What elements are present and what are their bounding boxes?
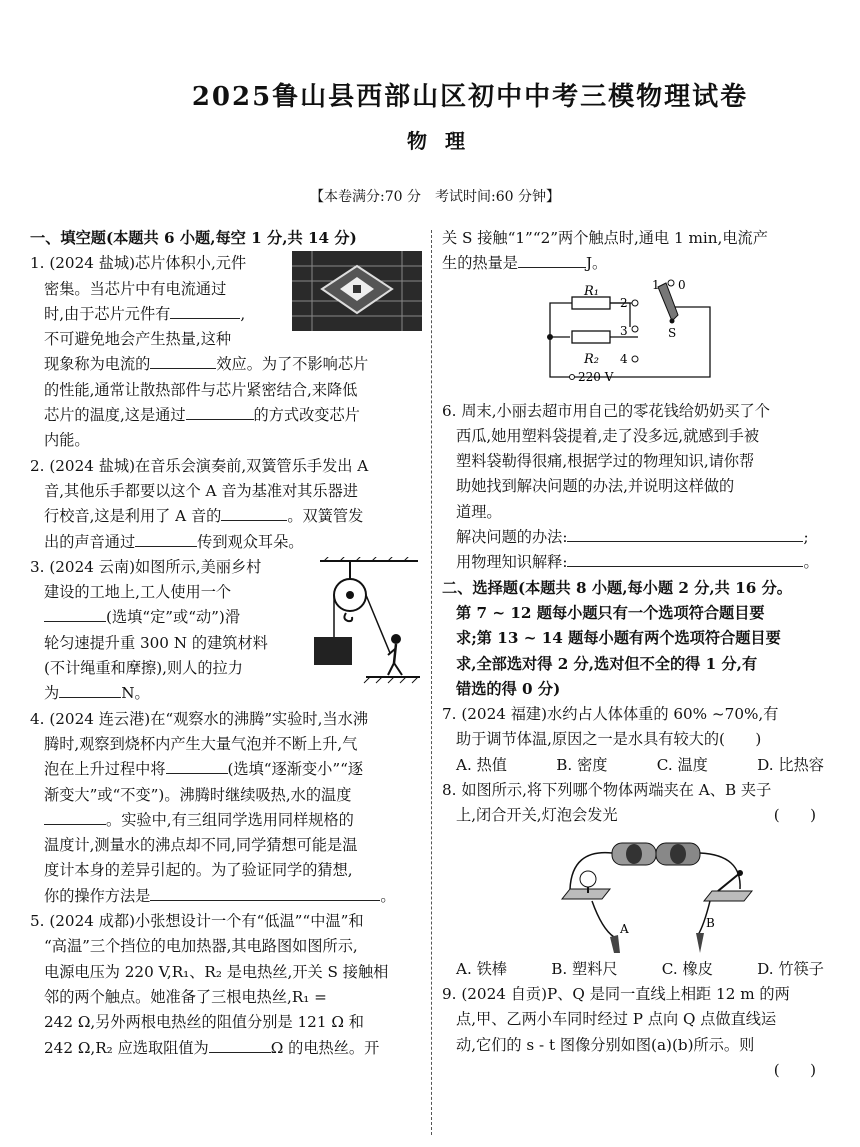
option-d[interactable]: D. 比热容 bbox=[757, 755, 824, 774]
svg-text:220 V: 220 V bbox=[578, 369, 614, 384]
circuit-photo bbox=[442, 829, 834, 957]
svg-text:S: S bbox=[668, 325, 677, 340]
right-column: 关 S 接触“1”“2”两个触点时,通电 1 min,电流产 生的热量是 J。 R₁ R₂ 1 0 2 3 4 S 220 V 6. 周末,小丽去超市用自己的零花钱给奶奶买了个 西瓜,她用塑料袋提着,走了没多远,就感到手被 塑料袋勒得很痛,根据学过的物理知识,请你帮 助她找到解决问题的办法,并说明这样做的 道理。 解决问题的办法: ; 用物理知识解释: 。 二、选择题(本题共 8 小题,每小题 2 分,共 16 分。 第 7 ~ 12 题每小题只有一个选项符合题目要 求;第 13 ~ 14 题每小题有两个选项符合题目要 求,全部选对得 2 分,选对但不全的得 1 分,有 错选的得 0 分) 7. (2024 福建)水约占人体体重的 60% ~70%,有 助于调节体温,原因之一是水具有较大的( ) A. 热值 B. 密度 C. 温度 D. 比热容 8. 如图所示,将下列哪个物体两端夹在 A、B 夹子 上,闭合开关,灯泡会发光 ( ) A B A. 铁棒 B. 塑料尺 C. 橡皮 D. 竹筷子 9. (2024 自贡)P、Q 是同一直线上相距 12 m 的两 点,甲、乙两小车同时经过 P 点向 Q 点做直线运 动,它们的 s - t 图像分别如图(a)(b)所示。则 ( ) bbox=[442, 226, 834, 1083]
q8-options bbox=[442, 957, 834, 982]
page-subtitle: 物理 bbox=[407, 129, 483, 153]
svg-text:3: 3 bbox=[620, 323, 628, 338]
question-9: 9. (2024 自贡)P、Q 是同一直线上相距 12 m 的两 点,甲、乙两小车同时经过 P 点向 Q 点做直线运 动,它们的 s - t 图像分别如图(a)(b)所示。则 ( ) bbox=[442, 984, 816, 1079]
column-divider bbox=[431, 230, 432, 1135]
answer-blank[interactable] bbox=[135, 531, 197, 547]
svg-text:A: A bbox=[620, 921, 629, 936]
q7-options bbox=[442, 753, 834, 778]
answer-blank[interactable] bbox=[170, 303, 240, 319]
answer-blank[interactable] bbox=[567, 551, 803, 567]
svg-text:R₂: R₂ bbox=[584, 351, 599, 367]
option-b[interactable]: B. 塑料尺 bbox=[551, 959, 618, 978]
answer-blank[interactable] bbox=[166, 758, 228, 774]
page-title: 2025鲁山县西部山区初中中考三模物理试卷 bbox=[191, 82, 749, 112]
svg-text:0: 0 bbox=[678, 277, 686, 292]
option-a[interactable]: A. 热值 bbox=[456, 755, 507, 774]
section-1-heading: 一、填空题(本题共 6 小题,每空 1 分,共 14 分) bbox=[30, 229, 357, 247]
answer-blank[interactable] bbox=[221, 505, 287, 521]
left-column bbox=[30, 226, 422, 1061]
pulley-image bbox=[310, 557, 422, 685]
question-5: 5. (2024 成都)小张想设计一个有“低温”“中温”和 “高温”三个挡位的电加热器,其电路图如图所示, 电源电压为 220 V,R₁、R₂ 是电热丝,开关 S 接触相 邻的两个触点。她准备了三根电热丝,R₁ = 242 Ω,另外两根电热丝的阻值分别是 121 Ω 和 242 Ω,R₂ 应选取阻值为 Ω 的电热丝。开 bbox=[30, 912, 389, 1057]
question-1: 1. (2024 盐城)芯片体积小,元件 密集。当芯片中有电流通过 时,由于芯片元件有 , 不可避免地会产生热量,这种 现象称为电流的 效应。为了不影响芯片 的性能,通常让散热部件与芯片紧密结合,来降低 芯片的温度,这是通过 的方式改变芯片 内能。 bbox=[30, 251, 422, 453]
answer-blank[interactable] bbox=[44, 606, 106, 622]
option-c[interactable]: C. 温度 bbox=[656, 755, 708, 774]
answer-blank[interactable] bbox=[44, 809, 106, 825]
answer-blank[interactable] bbox=[150, 885, 380, 901]
answer-blank[interactable] bbox=[59, 682, 121, 698]
circuit-diagram bbox=[442, 277, 834, 405]
svg-text:1: 1 bbox=[652, 277, 660, 292]
question-7: 7. (2024 福建)水约占人体体重的 60% ~70%,有 助于调节体温,原因之一是水具有较大的( ) A. 热值 B. 密度 C. 温度 D. 比热容 bbox=[442, 702, 834, 778]
answer-blank[interactable] bbox=[518, 252, 586, 268]
question-8: 8. 如图所示,将下列哪个物体两端夹在 A、B 夹子 上,闭合开关,灯泡会发光 ( ) A B A. 铁棒 B. 塑料尺 C. 橡皮 D. 竹筷子 bbox=[442, 778, 834, 982]
option-d[interactable]: D. 竹筷子 bbox=[757, 959, 824, 978]
option-b[interactable]: B. 密度 bbox=[556, 755, 608, 774]
question-3: 3. (2024 云南)如图所示,美丽乡村 建设的工地上,工人使用一个 (选填“定”或“动”)滑 轮匀速提升重 300 N 的建筑材料 (不计绳重和摩擦),则人的拉力 为 N。 bbox=[30, 555, 422, 707]
question-4: 4. (2024 连云港)在“观察水的沸腾”实验时,当水沸 腾时,观察到烧杯内产生大量气泡并不断上升,气 泡在上升过程中将 (选填“逐渐变小”“逐 渐变大”或“不变”)。沸腾时继续吸热,水的温度 。实验中,有三组同学选用同样规格的 温度计,测量水的沸点却不同,同学猜想可能是温 度计本身的差异引起的。为了验证同学的猜想, 你的操作方法是 。 bbox=[30, 709, 396, 905]
svg-text:R₁: R₁ bbox=[584, 283, 599, 299]
answer-blank[interactable] bbox=[567, 526, 803, 542]
chip-image bbox=[292, 251, 422, 331]
answer-blank[interactable] bbox=[209, 1037, 271, 1053]
option-a[interactable]: A. 铁棒 bbox=[456, 959, 507, 978]
svg-text:B: B bbox=[706, 915, 715, 930]
question-2: 2. (2024 盐城)在音乐会演奏前,双簧管乐手发出 A 音,其他乐手都要以这个 A 音为基准对其乐器进 行校音,这是利用了 A 音的 。双簧管发 出的声音通过 传到观众耳朵。 bbox=[30, 456, 369, 551]
svg-text:4: 4 bbox=[620, 351, 628, 366]
option-c[interactable]: C. 橡皮 bbox=[661, 959, 713, 978]
answer-blank[interactable] bbox=[150, 353, 216, 369]
question-6: 6. 周末,小丽去超市用自己的零花钱给奶奶买了个 西瓜,她用塑料袋提着,走了没多远,就感到手被 塑料袋勒得很痛,根据学过的物理知识,请你帮 助她找到解决问题的办法,并说明这样做的 道理。 解决问题的办法: ; 用物理知识解释: 。 bbox=[442, 401, 819, 572]
svg-text:2: 2 bbox=[620, 295, 628, 310]
section-2-heading: 二、选择题(本题共 8 小题,每小题 2 分,共 16 分。 第 7 ~ 12 题每小题只有一个选项符合题目要 求;第 13 ~ 14 题每小题有两个选项符合题目要 求,全部选对得 2 分,选对但不全的得 1 分,有 错选的得 0 分) bbox=[442, 578, 792, 698]
exam-info: 【本卷满分:70 分 考试时间:60 分钟】 bbox=[310, 189, 560, 205]
answer-blank[interactable] bbox=[186, 404, 254, 420]
